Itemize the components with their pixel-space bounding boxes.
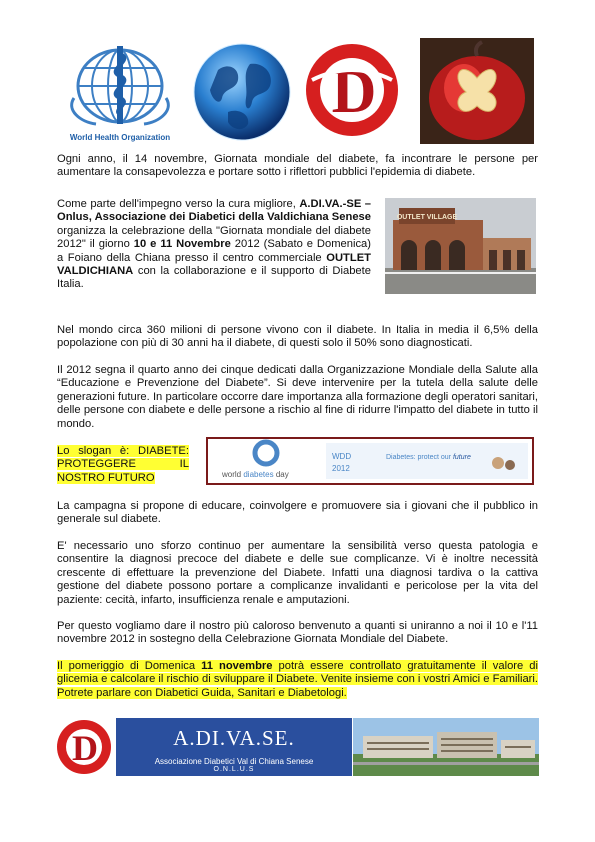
svg-text:D: D <box>331 58 377 126</box>
slogan: Lo slogan è: DIABETE: PROTEGGERE IL NOSTRO FUTURO <box>57 445 189 484</box>
who-paragraph: Il 2012 segna il quarto anno dei cinque dedicati dalla Organizzazione Mondiale della Salute alla “Educazione e Prevenzione del Diabete”. Si deve intervenire per la tutela della salute delle generazioni future. In particolare occorre dare importanza alla formazione degli operatori sanitari, delle persone con diabete e delle persone a rischio al fine di ridurre l'impatto del diabete in tutto il mondo. <box>57 364 538 430</box>
banner-title: A.DI.VA.SE. <box>173 726 295 750</box>
globe-image <box>188 40 296 144</box>
who-logo <box>60 38 180 146</box>
world-diabetes-day-banner <box>206 437 534 485</box>
intro-paragraph: Ogni anno, il 14 novembre, Giornata mondiale del diabete, fa incontrare le persone per aumentare la consapevolezza e portare sotto i riflettori pubblici l'epidemia di diabete. <box>57 153 538 179</box>
outlet-sign: OUTLET VILLAGE <box>396 214 458 221</box>
prevention-paragraph: E' necessario uno sforzo continuo per aumentare la sensibilità verso questa patologia e consentire la diagnosi precoce del diabete e delle sue complicanze. Vi è inoltre necessità crescente di effettuare la prevenzione del Diabete. Infatti una diagnosi tardiva o la cattiva gestione del diabete possono portare a complicanze invalidanti e pericolose per la vita del paziente: cecità, infarto, insufficienza renale e amputazioni. <box>57 540 538 606</box>
banner-onlus: O.N.L.U.S <box>213 766 255 773</box>
who-label: World Health Organization <box>69 133 171 142</box>
apple-butterfly-image <box>420 38 534 144</box>
svg-text:2012: 2012 <box>332 464 350 473</box>
adivase-banner <box>116 718 352 776</box>
hospital-photo <box>353 718 539 776</box>
outlet-valdichiana-photo <box>385 198 536 294</box>
welcome-paragraph: Per questo vogliamo dare il nostro più caloroso benvenuto a quanti si uniranno a noi il 10 e l'11 novembre 2012 in sostegno della Celebrazione Giornata Mondiale del Diabete. <box>57 620 538 646</box>
statistics-paragraph: Nel mondo circa 360 milioni di persone vivono con il diabete. In Italia in media il 6,5% della popolazione con più di 30 anni ha il diabete, di questi solo il 50% sono diagnosticati. <box>57 324 538 350</box>
svg-text:world diabetes day: world diabetes day <box>222 470 289 479</box>
svg-text:Diabetes: protect our fu: Diabetes: protect our future <box>386 454 471 461</box>
event-paragraph: Come parte dell'impegno verso la cura migliore, A.DI.VA.-SE – Onlus, Associazione dei Diabetici della Valdichiana Senese organizza la celebrazione della "Giornata mondiale del diabete 2012" il giorno 10 e 11 Novembre 2012 (Sabato e Domenica) a Foiano della Chiana presso il centro commerciale OUTLET VALDICHIANA con la collaborazione e il supporto di Diabete Italia. <box>57 198 372 291</box>
svg-text:WDD: WDD <box>332 452 352 461</box>
adivase-footer-logo <box>55 718 113 776</box>
adivase-logo <box>302 40 402 140</box>
campaign-paragraph: La campagna si propone di educare, coinvolgere e promuovere sia i giovani che il pubblico in generale sul diabete. <box>57 500 538 526</box>
banner-subtitle: Associazione Diabetici Val di Chiana Senese <box>154 757 314 766</box>
glycemia-check-paragraph: Il pomeriggio di Domenica 11 novembre potrà essere controllato gratuitamente il valore di glicemia e calcolare il rischio di sviluppare il Diabete. Venite insieme con i vostri Amici e Familiari. Potrete parlare con Diabetici Guida, Sanitari e Diabetologi. <box>57 660 539 699</box>
svg-text:D: D <box>72 728 98 768</box>
